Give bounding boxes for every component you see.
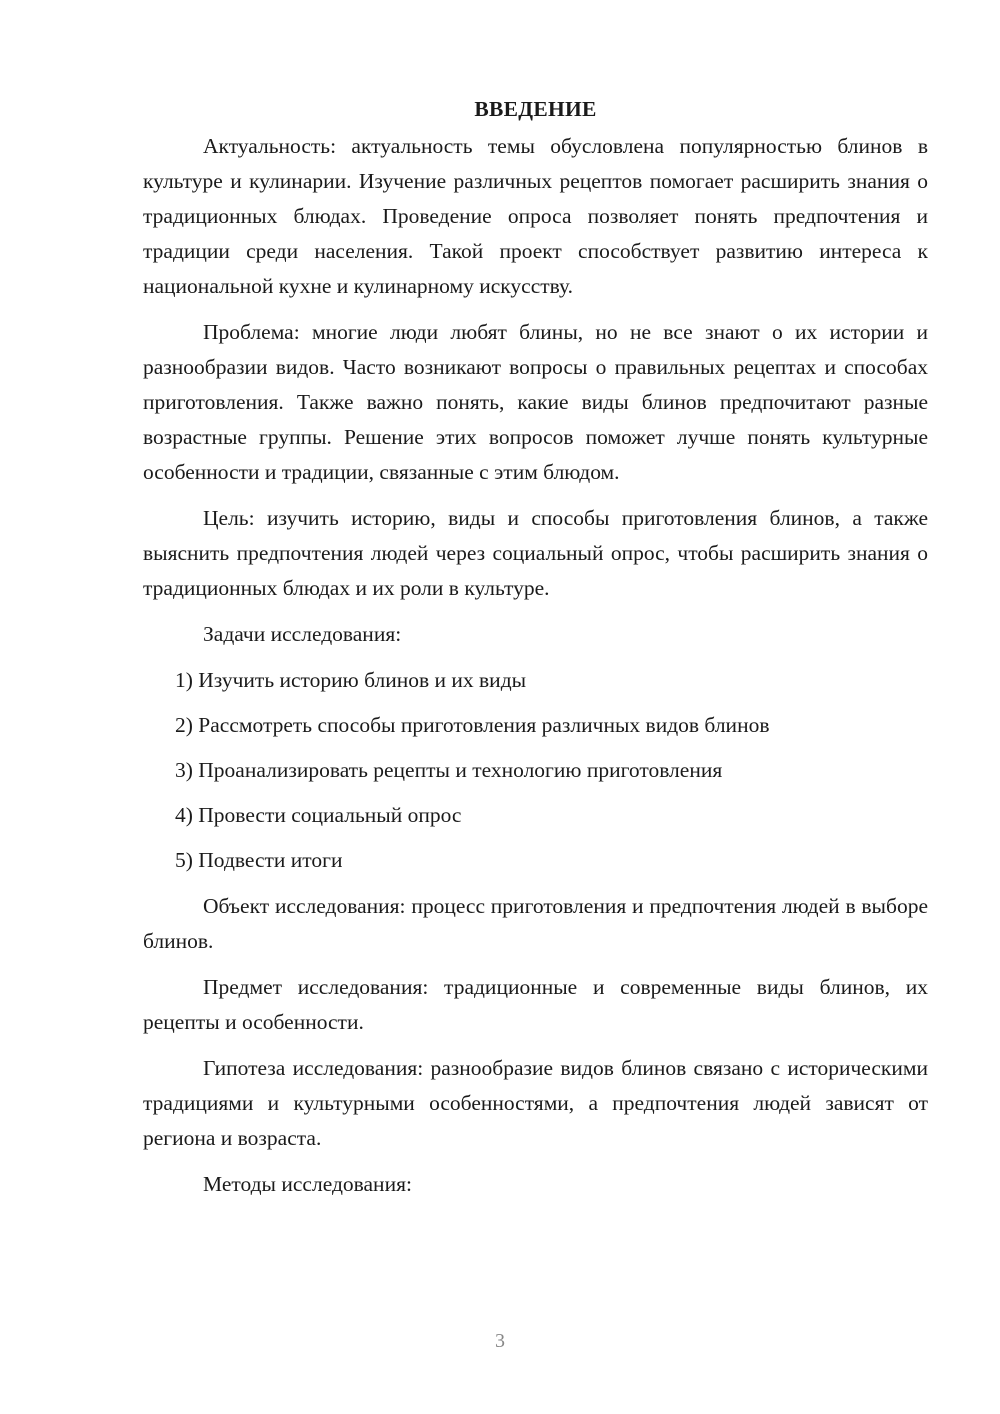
problem-paragraph: Проблема: многие люди любят блины, но не все знают о их истории и разнообразии видов. Часто возникают вопросы о правильных рецептах и способах приготовления. Также важно понять, какие виды блинов предпочитают разные возрастные группы. Решение этих вопросов поможет лучше понять культурные особенности и традиции, связанные с этим блюдом. [143,320,928,484]
list-item: 5) Подвести итоги [175,848,343,872]
relevance-paragraph: Актуальность: актуальность темы обусловлена популярностью блинов в культуре и кулинарии. Изучение различных рецептов помогает расширить знания о традиционных блюдах. Проведение опроса позволяет понять предпочтения и традиции среди населения. Такой проект способствует развитию интереса к национальной кухне и кулинарному искусству. [143,134,928,298]
page-number: 3 [495,1330,505,1352]
section-title: ВВЕДЕНИЕ [474,97,597,121]
tasks-heading: Задачи исследования: [203,622,402,646]
subject-paragraph: Предмет исследования: традиционные и современные виды блинов, их рецепты и особенности. [143,975,928,1034]
methods-heading: Методы исследования: [203,1172,412,1196]
tasks-list [143,663,928,878]
list-item: 2) Рассмотреть способы приготовления различных видов блинов [175,713,770,737]
list-item: 4) Провести социальный опрос [175,803,462,827]
hypothesis-paragraph: Гипотеза исследования: разнообразие видов блинов связано с историческими традициями и культурными особенностями, а предпочтения людей зависят от региона и возраста. [143,1056,928,1150]
list-item: 3) Проанализировать рецепты и технологию приготовления [175,758,723,782]
goal-paragraph: Цель: изучить историю, виды и способы приготовления блинов, а также выяснить предпочтения людей через социальный опрос, чтобы расширить знания о традиционных блюдах и их роли в культуре. [143,506,928,600]
object-paragraph: Объект исследования: процесс приготовления и предпочтения людей в выборе блинов. [143,894,928,953]
document-body [143,92,928,1213]
list-item: 1) Изучить историю блинов и их виды [175,668,527,692]
